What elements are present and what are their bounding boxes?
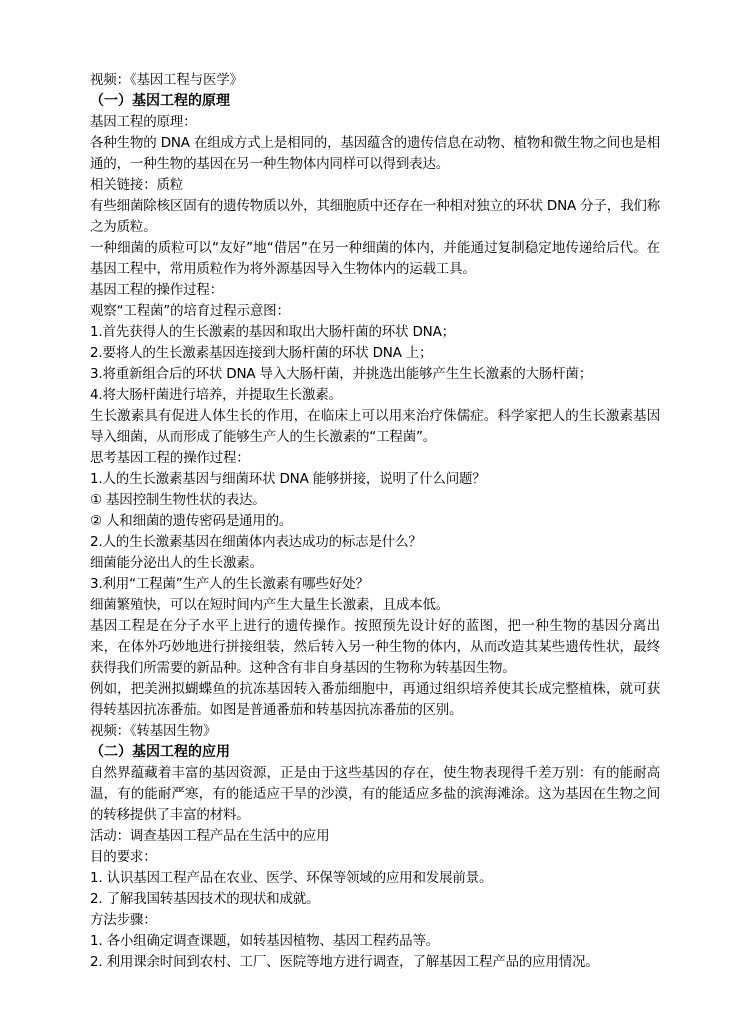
- method-label: 方法步骤：: [90, 912, 157, 928]
- nature-paragraph: 自然界蕴藏着丰富的基因资源，正是由于这些基因的存在，使生物表现得千差万别：有的能耐高温，有的能耐严寒，有的能适应干旱的沙漠，有的能适应多盐的滨海滩涂。这为基因在生物之间的转移提供了丰富的材料。: [90, 765, 660, 823]
- plasmid-paragraph-1: 有些细菌除核区固有的遗传物质以外，其细胞质中还存在一种相对独立的环状 DNA 分子，我们称之为质粒。: [90, 198, 660, 235]
- hormone-paragraph: 生长激素具有促进人体生长的作用，在临床上可以用来治疗侏儒症。科学家把人的生长激素基因导入细菌，从而形成了能够生产人的生长激素的“工程菌”。: [90, 408, 660, 445]
- goal-label: 目的要求：: [90, 849, 157, 865]
- related-link-label: 相关链接：质粒: [90, 177, 184, 193]
- process-label: 基因工程的操作过程：: [90, 282, 223, 298]
- plasmid-paragraph-2: 一种细菌的质粒可以“友好”地“借居”在另一种细菌的体内，并能通过复制稳定地传递给后代。在基因工程中，常用质粒作为将外源基因导入生物体内的运载工具。: [90, 240, 660, 277]
- section-heading-principle: （一）基因工程的原理: [90, 93, 230, 109]
- step-item: 1.首先获得人的生长激素的基因和取出大肠杆菌的环状 DNA；: [90, 324, 455, 340]
- video-title-2: 视频：《转基因生物》: [90, 723, 217, 739]
- activity-title: 活动：调查基因工程产品在生活中的应用: [90, 828, 330, 844]
- method-item: 1. 各小组确定调查课题，如转基因植物、基因工程药品等。: [90, 933, 440, 949]
- principle-paragraph: 各种生物的 DNA 在组成方式上是相同的，基因蕴含的遗传信息在动物、植物和微生物之间也是相通的，一种生物的基因在另一种生物体内同样可以得到表达。: [90, 135, 660, 172]
- answer-1-2: ② 人和细菌的遗传密码是通用的。: [90, 513, 293, 529]
- genetic-engineering-paragraph: 基因工程是在分子水平上进行的遗传操作。按照预先设计好的蓝图，把一种生物的基因分离出来，在体外巧妙地进行拼接组装，然后转入另一种生物的体内，从而改造其某些遗传性状，最终获得我们所需要的新品种。这种含有非自身基因的生物称为转基因生物。: [90, 618, 660, 676]
- answer-2: 细菌能分泌出人的生长激素。: [90, 555, 263, 571]
- principle-label: 基因工程的原理：: [90, 114, 197, 130]
- example-paragraph: 例如，把美洲拟蝴蝶鱼的抗冻基因转入番茄细胞中，再通过组织培养使其长成完整植株，就可获得转基因抗冻番茄。如图是普通番茄和转基因抗冻番茄的区别。: [90, 681, 660, 718]
- think-label: 思考基因工程的操作过程：: [90, 450, 250, 466]
- question-3: 3.利用“工程菌”生产人的生长激素有哪些好处？: [90, 576, 369, 592]
- goal-item: 1. 认识基因工程产品在农业、医学、环保等领域的应用和发展前景。: [90, 870, 493, 886]
- step-item: 4.将大肠杆菌进行培养，并提取生长激素。: [90, 387, 342, 403]
- document-page: [90, 70, 660, 973]
- step-item: 2.要将人的生长激素基因连接到大肠杆菌的环状 DNA 上；: [90, 345, 433, 361]
- answer-3: 细菌繁殖快，可以在短时间内产生大量生长激素，且成本低。: [90, 597, 450, 613]
- question-1: 1.人的生长激素基因与细菌环状 DNA 能够拼接，说明了什么问题？: [90, 471, 486, 487]
- question-2: 2.人的生长激素基因在细菌体内表达成功的标志是什么？: [90, 534, 422, 550]
- section-heading-application: （二）基因工程的应用: [90, 744, 230, 760]
- answer-1-1: ① 基因控制生物性状的表达。: [90, 492, 266, 508]
- step-item: 3.将重新组合后的环状 DNA 导入大肠杆菌，并挑选出能够产生生长激素的大肠杆菌；: [90, 366, 592, 382]
- observe-label: 观察“工程菌”的培育过程示意图：: [90, 303, 290, 319]
- method-item: 2. 利用课余时间到农村、工厂、医院等地方进行调查，了解基因工程产品的应用情况。: [90, 954, 599, 970]
- goal-item: 2. 了解我国转基因技术的现状和成就。: [90, 891, 320, 907]
- video-title-1: 视频：《基因工程与医学》: [90, 72, 243, 88]
